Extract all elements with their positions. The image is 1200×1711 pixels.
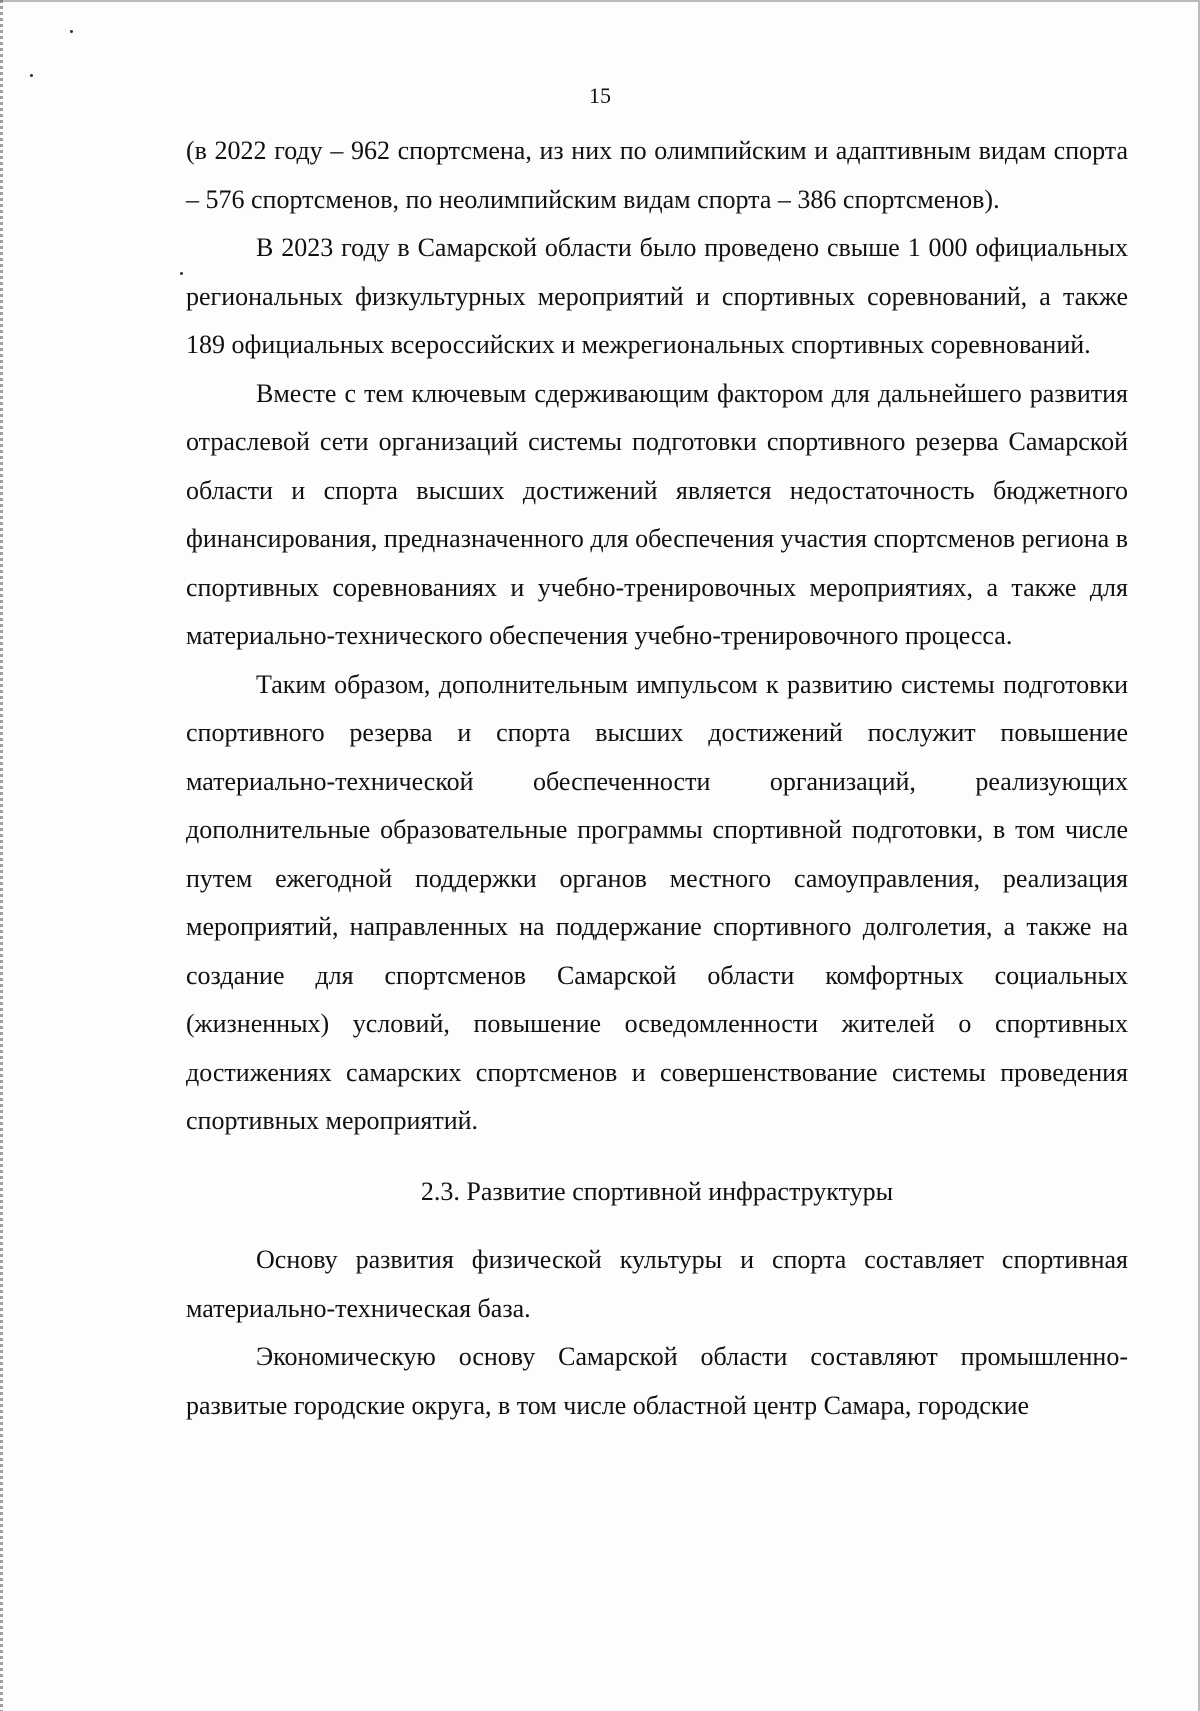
paragraph: Таким образом, дополнительным импульсом к развитию системы подготовки спортивного резерва и спорта высших достижений послужит повышение материально-технической обеспеченности организаций, реализующих дополнительные образовательные программы спортивной подготовки, в том числе путем ежегодной поддержки органов местного самоуправления, реализация мероприятий, направленных на поддержание спортивного долголетия, а также на создание для спортсменов Самарской области комфортных социальных (жизненных) условий, повышение осведомленности жителей о спортивных достижениях самарских спортсменов и совершенствование системы проведения спортивных мероприятий. [186,669,1128,1135]
paragraph: Экономическую основу Самарской области составляют промышленно-развитые городские округа, в том числе областной центр Самара, городские [186,1342,1128,1420]
page-number: 15 [589,83,611,108]
scan-speck [30,74,33,77]
scan-left-edge [0,0,3,1711]
paragraph-continuation: (в 2022 году – 962 спортсмена, из них по олимпийским и адаптивным видам спорта – 576 спортсменов, по неолимпийским видам спорта – 386 спортсменов). [186,136,1128,214]
scan-speck [70,30,73,33]
section-heading: 2.3. Развитие спортивной инфраструктуры [420,1176,894,1206]
paragraph: Вместе с тем ключевым сдерживающим фактором для дальнейшего развития отраслевой сети организаций системы подготовки спортивного резерва Самарской области и спорта высших достижений является недостаточность бюджетного финансирования, предназначенного для обеспечения участия спортсменов региона в спортивных соревнованиях и учебно-тренировочных мероприятиях, а также для материально-технического обеспечения учебно-тренировочного процесса. [186,378,1128,650]
scan-top-edge [0,0,1200,2]
document-body [186,127,1128,1430]
paragraph: В 2023 году в Самарской области было проведено свыше 1 000 официальных региональных физкультурных мероприятий и спортивных соревнований, а также 189 официальных всероссийских и межрегиональных спортивных соревнований. [186,233,1128,359]
scan-speck [180,272,183,275]
paragraph: Основу развития физической культуры и спорта составляет спортивная материально-техническая база. [186,1245,1128,1323]
